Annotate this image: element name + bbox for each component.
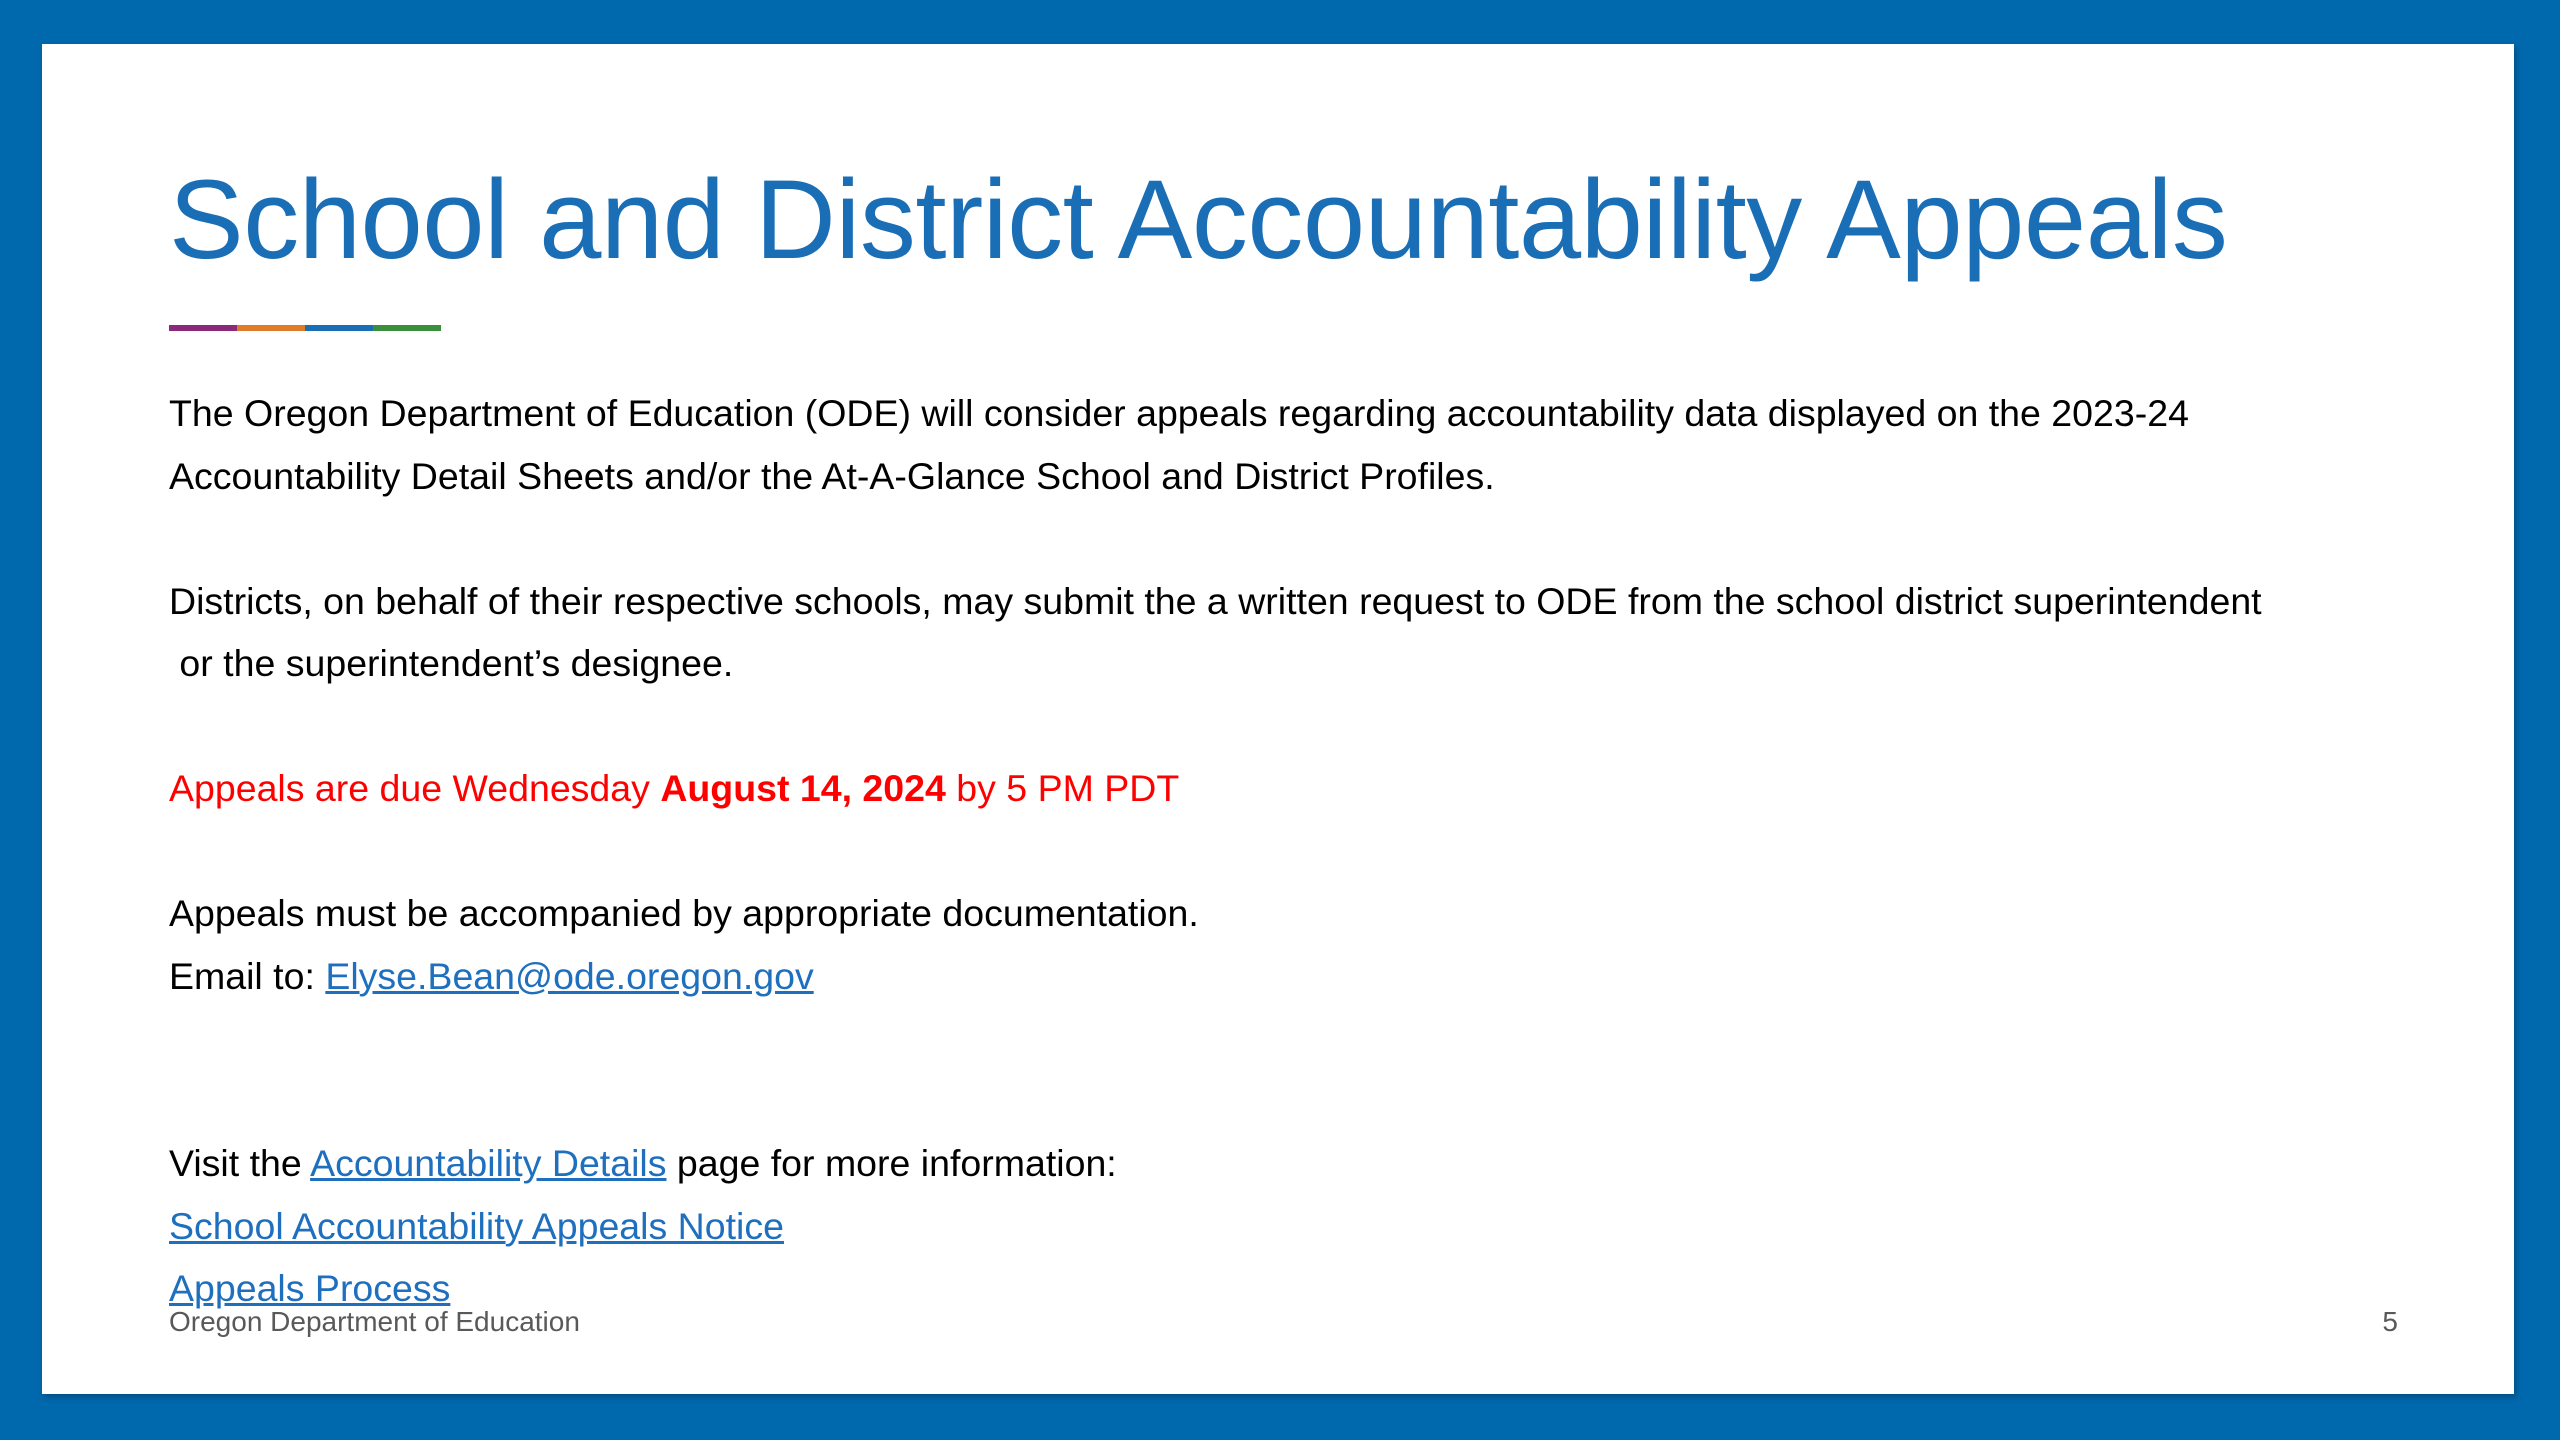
documentation-text: Appeals must be accompanied by appropriate documentation.: [169, 892, 1199, 934]
deadline-text: [169, 757, 2469, 820]
slide-body: [169, 382, 2469, 1320]
page-number: 5: [2382, 1306, 2398, 1337]
accent-segment-blue: [305, 325, 373, 331]
paragraph-districts-line1: Districts, on behalf of their respective schools, may submit the a written request to ODE from the school district superintendent: [169, 579, 2262, 622]
title-accent-bar: [169, 325, 441, 331]
notice-line: [169, 1195, 2469, 1258]
accountability-details-link[interactable]: Accountability Details: [310, 1142, 667, 1184]
slide: [42, 44, 2514, 1394]
appeals-process-link[interactable]: Appeals Process: [169, 1267, 451, 1309]
appeals-notice-link[interactable]: School Accountability Appeals Notice: [169, 1204, 784, 1247]
deadline-date: August 14, 2024: [660, 767, 946, 809]
visit-prefix: Visit the: [169, 1142, 311, 1184]
paragraph-appeals-intro-line2: Accountability Detail Sheets and/or the At-A-Glance School and District Profiles.: [169, 454, 1495, 497]
paragraph-districts-line2: or the superintendent’s designee.: [169, 642, 734, 684]
deadline-suffix: by 5 PM PDT: [945, 767, 1180, 809]
email-link[interactable]: Elyse.Bean@ode.oregon.gov: [325, 954, 814, 997]
visit-suffix: page for more information:: [666, 1142, 1117, 1184]
email-line: [169, 945, 2469, 1008]
visit-line: [169, 1132, 2469, 1195]
footer-organization: Oregon Department of Education: [169, 1306, 580, 1337]
accent-segment-orange: [237, 325, 305, 331]
paragraph-appeals-intro-line1: The Oregon Department of Education (ODE) will consider appeals regarding accountability data displayed on the 2023-24: [169, 392, 2189, 434]
email-label: Email to:: [169, 954, 326, 997]
slide-title: School and District Accountability Appeals: [169, 157, 2228, 282]
accent-segment-green: [373, 325, 441, 331]
accent-segment-purple: [169, 325, 237, 331]
deadline-prefix: Appeals are due Wednesday: [169, 767, 661, 809]
